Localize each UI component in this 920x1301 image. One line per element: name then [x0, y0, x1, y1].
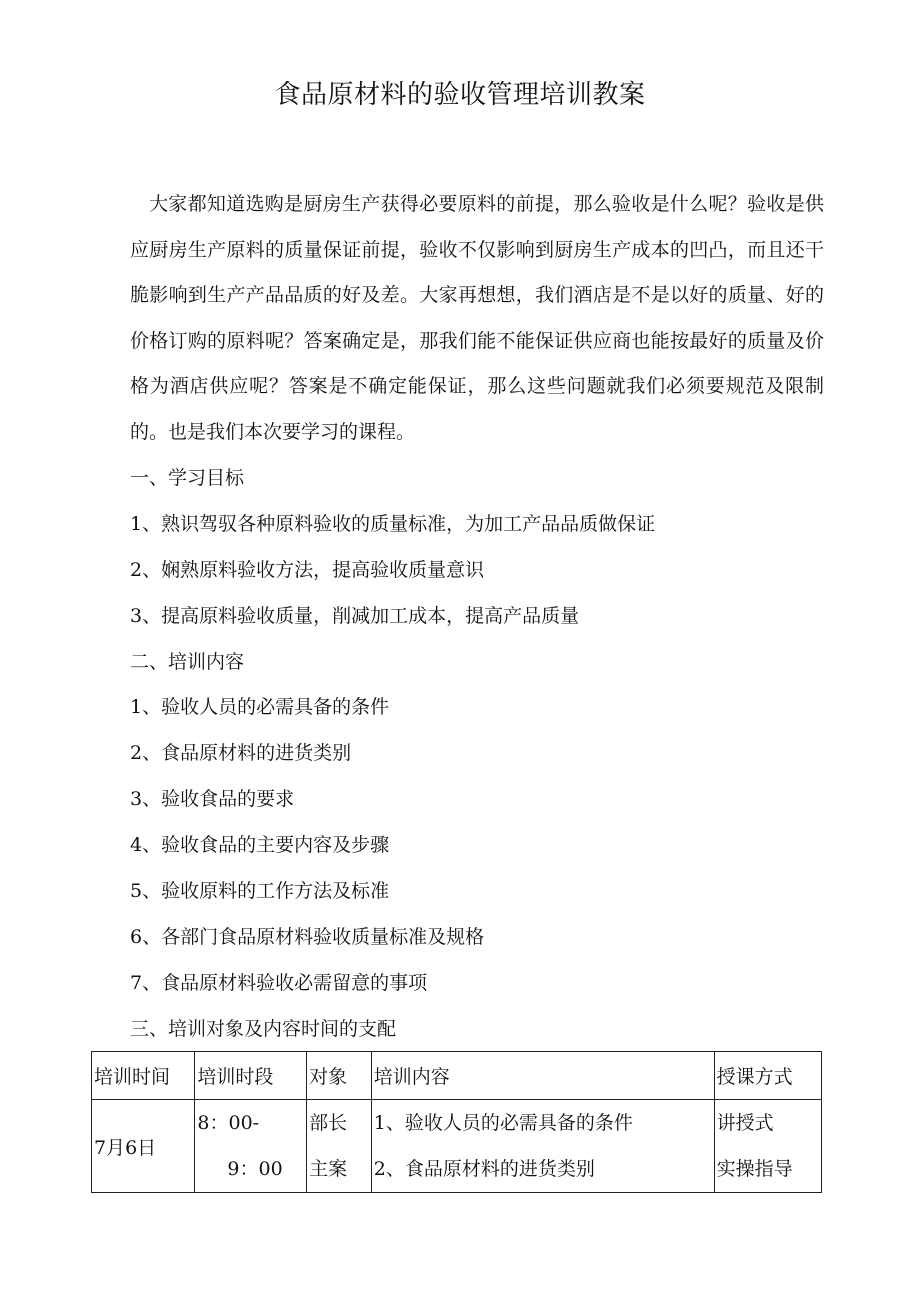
content-line: 2、食品原材料的进货类别: [373, 1158, 595, 1180]
cell-method: [714, 1100, 821, 1193]
content-item: 5、验收原料的工作方法及标准: [130, 880, 390, 902]
content-item: 4、验收食品的主要内容及步骤: [130, 834, 390, 856]
header-cell-method: 授课方式: [714, 1052, 821, 1100]
cell-target: [307, 1100, 372, 1193]
section-heading-goals: 一、学习目标: [130, 467, 245, 489]
section-heading-schedule: 三、培训对象及内容时间的支配: [130, 1018, 397, 1040]
slot-start: 8：00-: [197, 1112, 260, 1134]
document-title: 食品原材料的验收管理培训教案: [274, 80, 646, 110]
cell-slot: [195, 1100, 307, 1193]
intro-paragraph: 大家都知道选购是厨房生产获得必要原料的前提，那么验收是什么呢？验收是供应厨房生产原料的质量保证前提，验收不仅影响到厨房生产成本的凹凸，而且还干脆影响到生产产品品质的好及差。大家再想想，我们酒店是不是以好的质量、好的价格订购的原料呢？答案确定是，那我们能不能保证供应商也能按最好的质量及价格为酒店供应呢？答案是不确定能保证，那么这些问题就我们必须要规范及限制的。也是我们本次要学习的课程。: [130, 193, 824, 443]
cell-content: [371, 1100, 714, 1193]
content-item: 3、验收食品的要求: [130, 788, 295, 810]
method-line: 实操指导: [716, 1158, 793, 1180]
slot-end: 9：00: [227, 1158, 283, 1180]
content-item: 6、各部门食品原材料验收质量标准及规格: [130, 926, 485, 948]
content-line: 1、验收人员的必需具备的条件: [373, 1112, 633, 1134]
goal-item: 2、娴熟原料验收方法，提高验收质量意识: [130, 559, 485, 581]
cell-date: 7月6日: [92, 1100, 195, 1193]
header-cell-content: 培训内容: [371, 1052, 714, 1100]
method-line: 讲授式: [716, 1112, 774, 1134]
target-line: 部长: [309, 1112, 348, 1134]
schedule-table: [91, 1051, 822, 1193]
header-cell-target: 对象: [307, 1052, 372, 1100]
goal-item: 3、提高原料验收质量，削减加工成本，提高产品质量: [130, 605, 580, 627]
header-cell-date: 培训时间: [92, 1052, 195, 1100]
target-line: 主案: [309, 1158, 348, 1180]
table-row: [92, 1100, 822, 1193]
goal-item: 1、熟识驾驭各种原料验收的质量标准，为加工产品品质做保证: [130, 513, 656, 535]
header-cell-slot: 培训时段: [195, 1052, 307, 1100]
table-header-row: [92, 1052, 822, 1100]
content-item: 7、食品原材料验收必需留意的事项: [130, 972, 428, 994]
content-item: 1、验收人员的必需具备的条件: [130, 696, 390, 718]
content-item: 2、食品原材料的进货类别: [130, 742, 352, 764]
section-heading-content: 二、培训内容: [130, 651, 245, 673]
